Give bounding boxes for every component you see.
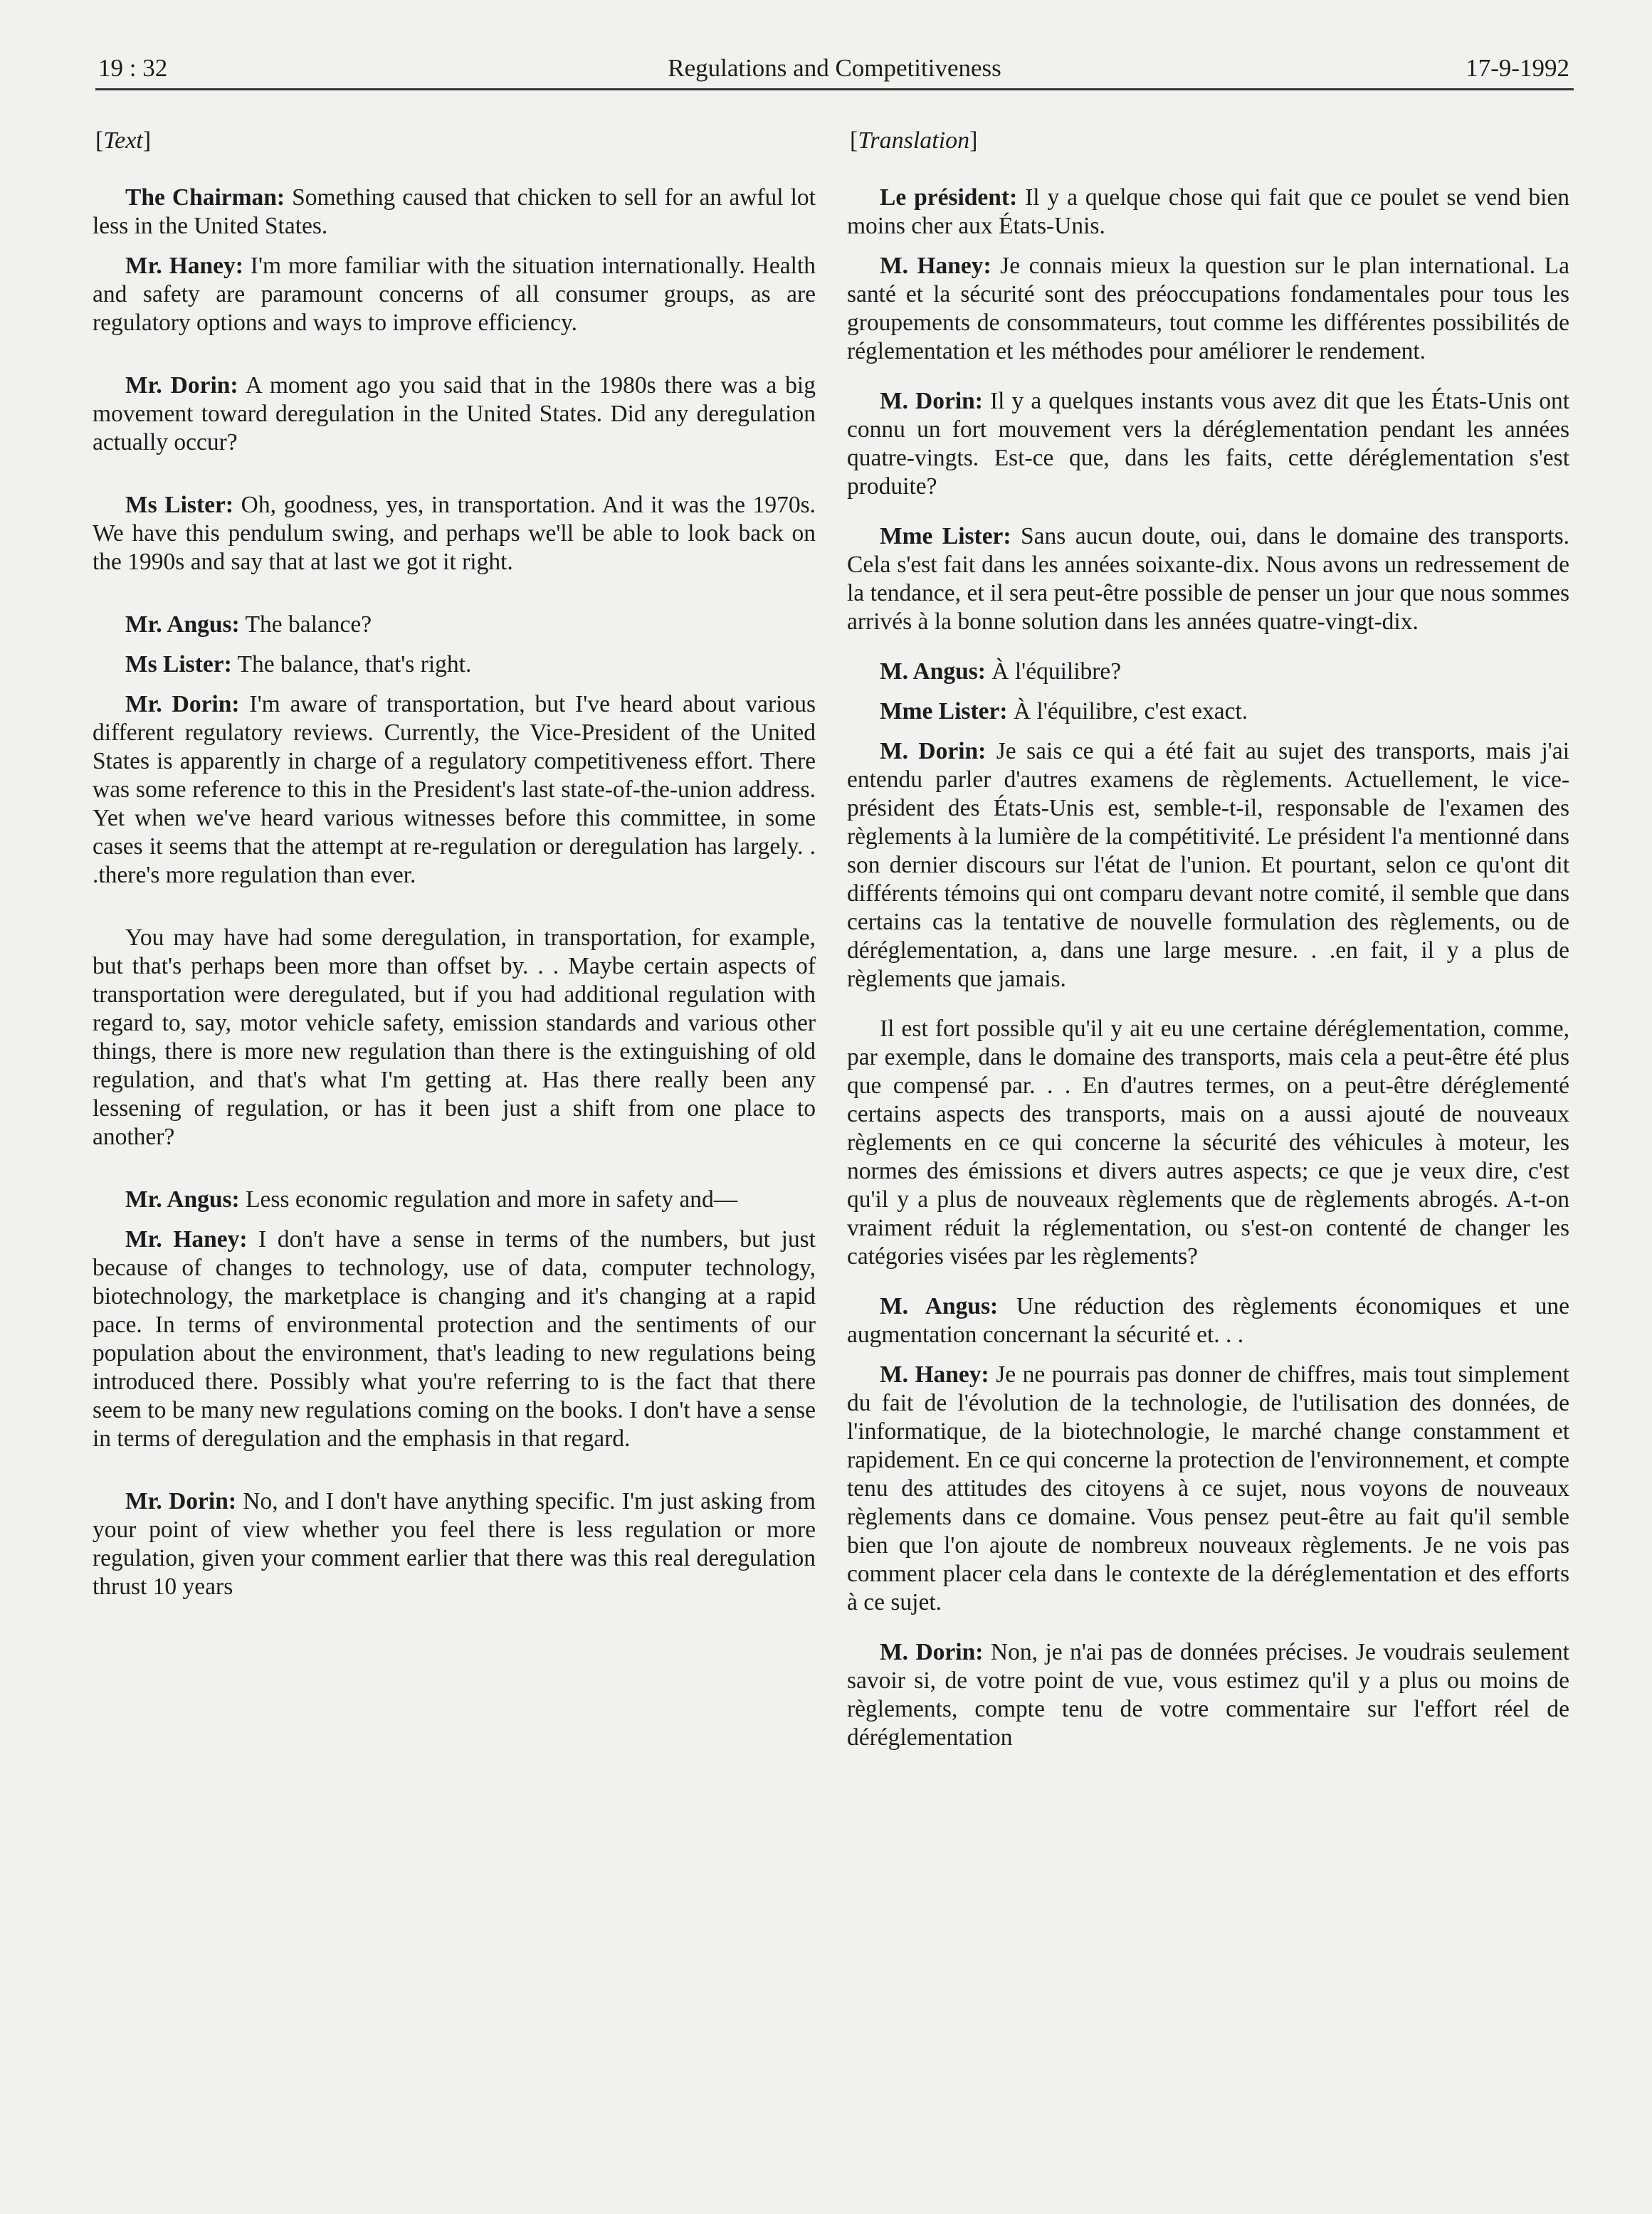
paragraph xyxy=(847,658,1569,686)
speaker-name: Ms Lister: xyxy=(125,651,232,678)
paragraph-text: Il est fort possible qu'il y ait eu une certaine déréglementation, comme, par exemple, dans le domaine des transports, mais cela a peut-être été plus que compensé par. . . En d'autres termes, on a peut-être déréglementé certains aspects des transports, mais on a aussi ajouté de nouveaux règlements en ce qui concerne la sécurité des véhicules à moteur, les normes des émissions et divers autres aspects; ce que je veux dire, c'est qu'il y a plus de nouveaux règlements que de règlements abrogés. A-t-on vraiment réduit la réglementation, ou s'est-on contenté de changer les catégories visées par les règlements? xyxy=(847,1016,1569,1270)
column-label: [Translation] xyxy=(850,127,978,154)
paragraph-text: The balance? xyxy=(239,611,372,638)
paragraph xyxy=(93,1225,816,1453)
paragraph-text: A moment ago you said that in the 1980s there was a big movement toward deregulation in the United States. Did any deregulation actually occur? xyxy=(93,372,816,455)
running-header xyxy=(95,51,1574,90)
paragraph xyxy=(93,252,816,337)
speaker-name: Mr. Dorin: xyxy=(125,372,238,399)
paragraph xyxy=(847,252,1569,366)
paragraph-text: You may have had some deregulation, in transportation, for example, but that's perhaps been more than offset by. . . Maybe certain aspects of transportation were deregulated, but if you had additional regulation with regard to, say, motor vehicle safety, emission standards and various other things, there is more new regulation than there is the extinguishing of old regulation, and that's what I'm getting at. Has there really been any lessening of regulation, or has it been just a shift from one place to another? xyxy=(93,924,816,1150)
paragraph xyxy=(847,697,1569,726)
paragraph xyxy=(93,371,816,457)
header-title: Regulations and Competitiveness xyxy=(668,54,1001,82)
paragraph-text: Something caused that chicken to sell for an awful lot less in the United States. xyxy=(93,184,816,239)
speaker-name: The Chairman: xyxy=(125,184,285,211)
paragraph-text: Less economic regulation and more in safety and— xyxy=(239,1186,738,1213)
speaker-name: Mr. Angus: xyxy=(125,1186,240,1213)
paragraph-text: Une réduction des règlements économiques et une augmentation concernant la sécurité et. . . xyxy=(847,1293,1569,1348)
speaker-name: Mr. Haney: xyxy=(125,1226,248,1253)
paragraph xyxy=(93,924,816,1151)
paragraph-text: I'm aware of transportation, but I've heard about various different regulatory reviews. Currently, the Vice-President of the United States is apparently in charge of a regulatory competitiveness effort. There was some reference to this in the President's last state-of-the-union address. Yet when we've heard various witnesses before this committee, in some cases it seems that the attempt at re-regulation or deregulation has largely. . .there's more regulation than ever. xyxy=(93,691,816,888)
paragraph xyxy=(847,1638,1569,1752)
french-column xyxy=(847,127,1569,1764)
speaker-name: Mme Lister: xyxy=(880,523,1011,549)
speaker-name: Mr. Dorin: xyxy=(125,1488,236,1514)
paragraph xyxy=(93,184,816,241)
paragraph-text: Je connais mieux la question sur le plan international. La santé et la sécurité sont des préoccupations fondamentales pour tous les groupements de consommateurs, tout comme les différentes possibilités de réglementation et les méthodes pour améliorer le rendement. xyxy=(847,253,1569,364)
speaker-name: M. Dorin: xyxy=(880,1639,984,1665)
paragraph xyxy=(93,611,816,639)
paragraph-text: À l'équilibre, c'est exact. xyxy=(1007,698,1248,724)
speaker-name: M. Haney: xyxy=(880,253,991,279)
speaker-name: M. Haney: xyxy=(880,1361,989,1388)
paragraph xyxy=(847,1361,1569,1617)
speaker-name: M. Angus: xyxy=(880,1293,999,1319)
paragraph-text: Je sais ce qui a été fait au sujet des transports, mais j'ai entendu parler d'autres examens de règlements. Actuellement, le vice-président des États-Unis est, semble-t-il, responsable de l'examen des règlements à la lumière de la compétitivité. Le président l'a mentionné dans son dernier discours sur l'état de l'union. Et pourtant, selon ce qu'ont dit différents témoins qui ont comparu devant notre comité, il semble que dans certains cas la tentative de nouvelle formulation des règlements, ou de déréglementation, a, dans une large mesure. . .en fait, il y a plus de règlements que jamais. xyxy=(847,738,1569,992)
speaker-name: Ms Lister: xyxy=(125,492,234,518)
paragraph-text: Sans aucun doute, oui, dans le domaine des transports. Cela s'est fait dans les années soixante-dix. Nous avons un redressement de la tendance, et il sera peut-être possible de penser un jour que nous sommes arrivés à la bonne solution dans les années quatre-vingt-dix. xyxy=(847,523,1570,635)
speaker-name: Mme Lister: xyxy=(880,698,1008,724)
paragraph xyxy=(847,1292,1569,1349)
column-label: [Text] xyxy=(95,127,152,154)
paragraph-text: Je ne pourrais pas donner de chiffres, mais tout simplement du fait de l'évolution de la technologie, de l'utilisation des données, de l'informatique, de la biotechnologie, le marché change constamment et rapidement. En ce qui concerne la protection de l'environnement, et compte tenu des attitudes des citoyens à ce sujet, nous voyons de nouveaux règlements dans ce domaine. Vous pensez peut-être au fait qu'il semble bien que l'on ajoute de nombreux nouveaux règlements. Je ne vois pas comment placer cela dans le contexte de la déréglementation et des efforts à ce sujet. xyxy=(847,1361,1569,1615)
paragraph xyxy=(847,737,1569,993)
paragraph-text: I'm more familiar with the situation internationally. Health and safety are paramount concerns of all consumer groups, as are regulatory options and ways to improve efficiency. xyxy=(93,253,816,336)
paragraph xyxy=(847,387,1569,501)
page-number: 19 : 32 xyxy=(98,54,168,82)
paragraph-text: À l'équilibre? xyxy=(985,658,1122,685)
column-label-text: Text xyxy=(103,127,143,154)
speaker-name: M. Dorin: xyxy=(880,388,983,414)
paragraph xyxy=(93,491,816,576)
paragraph-text: I don't have a sense in terms of the numbers, but just because of changes to technology, use of data, computer technology, biotechnology, the marketplace is changing and it's changing at a rapid pace. In terms of environmental protection and the sentiments of our population about the environment, that's leading to new regulations being introduced there. Possibly what you're referring to is the fact that there seem to be many new regulations coming on the books. I don't have a sense in terms of deregulation and the emphasis in that regard. xyxy=(93,1226,816,1452)
header-date: 17-9-1992 xyxy=(1466,54,1569,82)
column-label-text: Translation xyxy=(858,127,970,154)
paragraph xyxy=(93,1186,816,1214)
speaker-name: Mr. Dorin: xyxy=(125,691,240,717)
english-column xyxy=(93,127,816,1613)
paragraph xyxy=(847,184,1569,241)
paragraph-text: The balance, that's right. xyxy=(231,651,472,678)
speaker-name: M. Dorin: xyxy=(880,738,987,764)
paragraph-text: Il y a quelques instants vous avez dit que les États-Unis ont connu un fort mouvement vers la déréglementation pendant les années quatre-vingts. Est-ce que, dans les faits, cette déréglementation s'est produite? xyxy=(847,388,1569,500)
paragraph-text: Il y a quelque chose qui fait que ce poulet se vend bien moins cher aux États-Unis. xyxy=(847,184,1570,239)
paragraph xyxy=(93,690,816,890)
speaker-name: Le président: xyxy=(880,184,1018,211)
speaker-name: M. Angus: xyxy=(880,658,986,685)
paragraph xyxy=(93,650,816,679)
speaker-name: Mr. Haney: xyxy=(125,253,243,279)
paragraph xyxy=(847,1015,1569,1271)
speaker-name: Mr. Angus: xyxy=(125,611,240,638)
paragraph xyxy=(93,1487,816,1601)
paragraph-text: Oh, goodness, yes, in transportation. And it was the 1970s. We have this pendulum swing, and perhaps we'll be able to look back on the 1990s and say that at last we got it right. xyxy=(93,492,816,575)
paragraph-text: Non, je n'ai pas de données précises. Je voudrais seulement savoir si, de votre point de vue, vous estimez qu'il y a plus ou moins de règlements, compte tenu de votre commentaire sur l'effort réel de déréglementation xyxy=(847,1639,1569,1751)
paragraph xyxy=(847,522,1569,636)
paragraph-text: No, and I don't have anything specific. I'm just asking from your point of view whether you feel there is less regulation or more regulation, given your comment earlier that there was this real deregulation thrust 10 years xyxy=(93,1488,816,1600)
